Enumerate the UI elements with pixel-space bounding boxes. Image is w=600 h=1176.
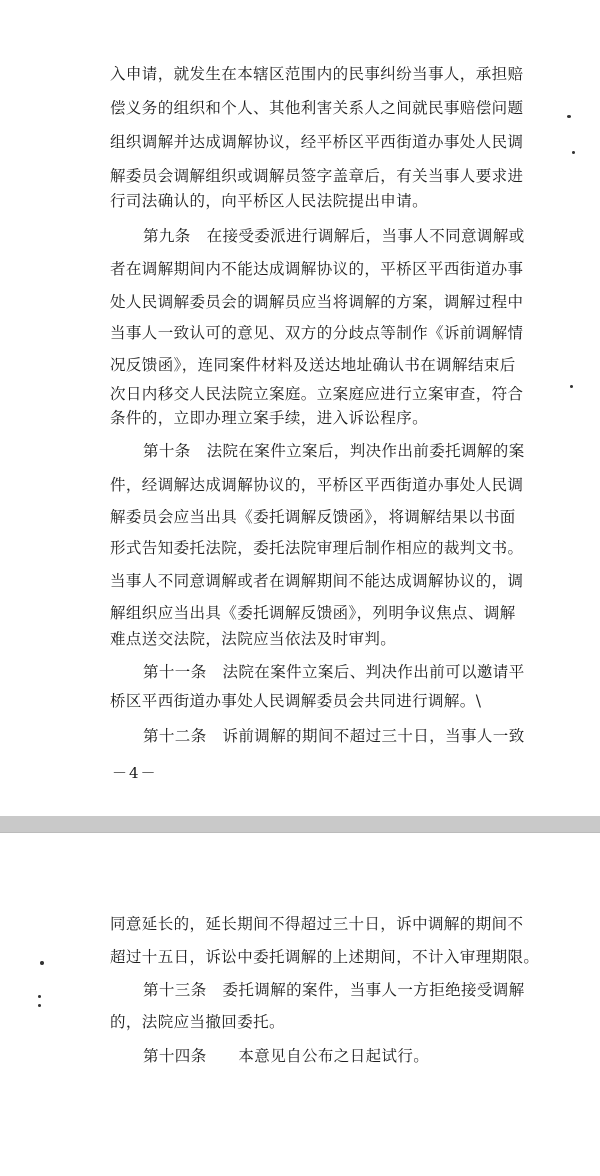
text-line: 偿义务的组织和个人、其他利害关系人之间就民事赔偿问题	[110, 99, 524, 117]
text-line: 同意延长的，延长期间不得超过三十日，诉中调解的期间不	[110, 915, 524, 933]
text-line: 难点送交法院，法院应当依法及时审判。	[110, 630, 397, 648]
scan-speck	[567, 115, 571, 118]
article-12-heading-line: 第十二条 诉前调解的期间不超过三十日，当事人一致	[143, 727, 525, 745]
text-line: 当事人不同意调解或者在调解期间不能达成调解协议的，调	[110, 572, 524, 590]
text-line: 当事人一致认可的意见、双方的分歧点等制作《诉前调解情	[110, 324, 524, 342]
text-line: 桥区平西街道办事处人民调解委员会共同进行调解。\	[110, 692, 482, 710]
article-13-heading-line: 第十三条 委托调解的案件，当事人一方拒绝接受调解	[143, 981, 525, 999]
scan-speck	[38, 995, 41, 998]
text-line: 者在调解期间内不能达成调解协议的，平桥区平西街道办事	[110, 260, 524, 278]
text-line: 超过十五日，诉讼中委托调解的上述期间，不计入审理期限。	[110, 948, 540, 966]
document-page-2	[0, 832, 600, 1176]
article-14-heading-line: 第十四条 本意见自公布之日起试行。	[143, 1047, 430, 1065]
article-9-heading-line: 第九条 在接受委派进行调解后，当事人不同意调解或	[143, 227, 525, 245]
text-line: 组织调解并达成调解协议，经平桥区平西街道办事处人民调	[110, 133, 524, 151]
text-line: 的，法院应当撤回委托。	[110, 1013, 285, 1031]
text-line: 处人民调解委员会的调解员应当将调解的方案，调解过程中	[110, 293, 524, 311]
text-line: 形式告知委托法院，委托法院审理后制作相应的裁判文书。	[110, 539, 524, 557]
text-line: 解组织应当出具《委托调解反馈函》，列明争议焦点、调解	[110, 604, 516, 622]
page-divider	[0, 816, 600, 832]
scan-speck	[40, 961, 44, 965]
text-line: 次日内移交人民法院立案庭。立案庭应进行立案审查，符合	[110, 385, 524, 403]
text-line: 行司法确认的，向平桥区人民法院提出申请。	[110, 192, 429, 210]
text-line: 条件的，立即办理立案手续，进入诉讼程序。	[110, 409, 429, 427]
scan-speck	[570, 385, 573, 388]
text-line: 解委员会调解组织或调解员签字盖章后，有关当事人要求进	[110, 167, 524, 185]
text-line: 件，经调解达成调解协议的，平桥区平西街道办事处人民调	[110, 476, 524, 494]
text-line: 况反馈函》，连同案件材料及送达地址确认书在调解结束后	[110, 356, 516, 374]
scan-speck	[38, 1004, 41, 1007]
article-10-heading-line: 第十条 法院在案件立案后，判决作出前委托调解的案	[143, 442, 525, 460]
article-11-heading-line: 第十一条 法院在案件立案后、判决作出前可以邀请平	[143, 663, 525, 681]
scan-speck	[572, 151, 575, 154]
text-line: 入申请，就发生在本辖区范围内的民事纠纷当事人，承担赔	[110, 65, 524, 83]
text-line: 解委员会应当出具《委托调解反馈函》，将调解结果以书面	[110, 508, 516, 526]
page-number: －4－	[112, 764, 158, 782]
